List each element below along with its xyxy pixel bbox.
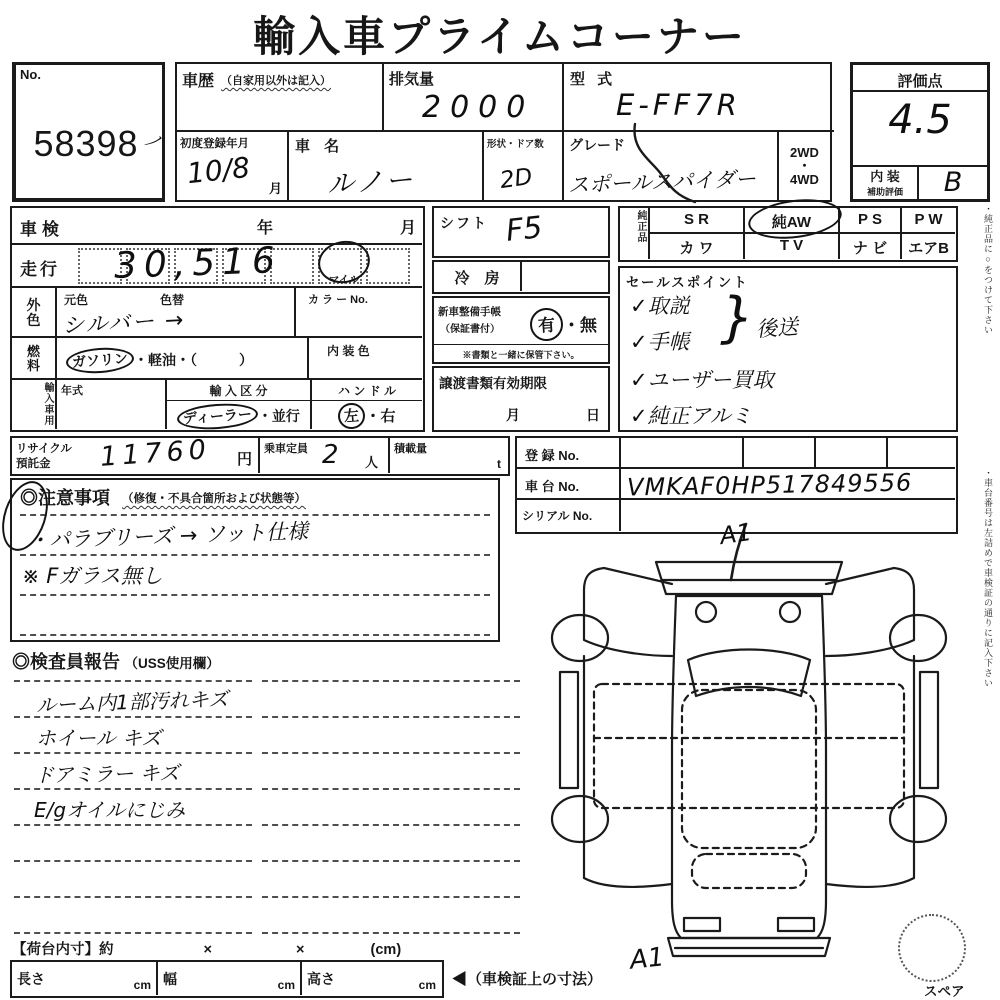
recycle-cell [12, 434, 260, 473]
height-label: 高さ [307, 971, 335, 987]
recycle-row [10, 436, 510, 476]
color-label-top: 外 [26, 297, 41, 314]
shift-value: F5 [504, 210, 545, 249]
width-label: 幅 [163, 971, 177, 987]
mileage-value: 30,516 [113, 240, 283, 287]
import-division-selected: ディーラー [176, 401, 258, 432]
length-label: 長さ [17, 971, 45, 987]
color-row [12, 288, 422, 338]
recycle-label-1: リサイクル [16, 443, 72, 455]
grade-value: スポールスパイダー [567, 166, 757, 198]
genuine-tv: T V [745, 234, 840, 259]
sales-item-3: ✓ユーザー買取 [630, 368, 774, 392]
service-book-caution: ※書類と一緒に保管下さい。 [434, 344, 608, 362]
color-value: シルバー → [61, 307, 187, 340]
interior-grade: B [943, 167, 963, 198]
capacity-cell [260, 438, 390, 473]
first-reg-cell [177, 132, 289, 200]
rating-box [850, 62, 990, 202]
handle-options [312, 403, 422, 429]
lot-number-label: No. [20, 67, 41, 82]
payload-unit: t [497, 457, 501, 471]
report-label: ◎検査員報告 [12, 652, 120, 672]
drive-2wd: 2WD [790, 144, 819, 160]
aircon-label: 冷 房 [434, 262, 522, 291]
caution-line-2: ※ Fガラス無し [22, 564, 163, 588]
cautions-box [10, 478, 500, 642]
genuine-parts-grid [618, 206, 958, 262]
sales-item-4: ✓純正アルミ [630, 404, 752, 428]
rating-score: 4.5 [888, 97, 952, 143]
orig-color-label: 元色 [64, 293, 89, 307]
report-header [12, 648, 220, 674]
displacement-value: 2000 [422, 90, 535, 125]
interior-label-cell [853, 167, 919, 201]
car-name-value: ルノー [326, 164, 417, 201]
grade-label: グレード [569, 137, 625, 153]
interior-color-cell [307, 338, 422, 380]
genuine-sr: S R [650, 208, 745, 234]
shift-box [432, 206, 610, 258]
sales-item-1: ✓取説 [630, 294, 690, 318]
color-no-cell [294, 288, 422, 338]
chassis-no-value: VMKAF0HP517849556 [626, 468, 913, 502]
report-line-4: E/gオイルにじみ [34, 798, 186, 822]
recycle-label-2: 預託金 [16, 458, 51, 470]
interior-sub-label: 補助評価 [866, 186, 903, 197]
sales-points-box [618, 266, 958, 432]
import-label: 輸入車用 [12, 380, 57, 429]
reg-no-label: 登 録 No. [517, 438, 621, 469]
dimensions-note: ◀（車検証上の寸法） [452, 971, 603, 988]
service-book-selected: 有 [529, 307, 564, 342]
service-book-note: （保証書付） [440, 324, 500, 335]
page-title: 輸入車プライムコーナー [253, 13, 747, 60]
shaken-label: 車検 [20, 220, 64, 239]
handle-label: ハ ン ド ル [312, 380, 422, 401]
shape-doors-cell [484, 132, 564, 200]
report-line-2: ホイール キズ [36, 726, 162, 750]
caution-line-1: ・パラブリーズ → ソット仕様 [27, 519, 309, 553]
model-code-label: 型 式 [570, 71, 617, 88]
bed-dims-label: 【荷台内寸】約 [12, 942, 114, 958]
sales-item-2: ✓手帳 [630, 330, 690, 354]
hand-stroke [617, 120, 727, 216]
length-cell [12, 962, 158, 995]
aircon-box [432, 260, 610, 294]
cautions-label: ◎注意事項 [20, 488, 110, 508]
capacity-label: 乗車定員 [264, 443, 308, 455]
report-line-3: ドアミラー キズ [33, 760, 180, 788]
dimensions-table [10, 960, 444, 998]
recycle-value: 11760 [99, 434, 212, 473]
width-unit: cm [277, 978, 295, 992]
height-unit: cm [418, 978, 436, 992]
diagram-mark-top: A1 [718, 517, 754, 551]
genuine-kawa: カ ワ [650, 234, 745, 259]
fuel-label-bottom: 料 [26, 358, 40, 373]
mileage-label: 走行 [20, 260, 60, 279]
sales-points-label: セールスポイント [626, 275, 749, 290]
interior-color-label: 内 装 色 [327, 344, 370, 358]
history-label: 車歴 [182, 73, 215, 90]
first-reg-label: 初度登録年月 [180, 138, 249, 150]
service-book-main [434, 298, 608, 344]
serial-no-label: シリアル No. [517, 500, 621, 531]
transfer-month: 月 [506, 407, 520, 423]
chassis-no-row [517, 469, 955, 500]
payload-cell [390, 438, 507, 473]
drive-cell [779, 132, 830, 200]
import-division-label: 輸 入 区 分 [167, 380, 310, 401]
service-book-rest: ・無 [563, 316, 597, 335]
import-division-cell [167, 380, 312, 429]
cautions-note: （修復・不具合箇所および状態等） [122, 493, 306, 505]
color-no-label: カ ラ ー No. [308, 294, 368, 306]
reg-no-divider [742, 438, 744, 469]
report-note: （USS使用欄） [124, 656, 220, 671]
interior-label: 内 装 [870, 169, 900, 184]
shape-doors-label: 形状・ドア数 [487, 139, 544, 150]
shape-doors-value: 2D [498, 163, 534, 195]
interior-rating-row [853, 165, 987, 199]
spare-tire-circle [898, 914, 966, 982]
handle-cell [312, 380, 422, 429]
digit-box [366, 248, 410, 284]
color-change-label: 色替 [160, 293, 185, 307]
diagram-mark-bottom: A1 [628, 942, 666, 976]
import-division-options [167, 404, 310, 429]
genuine-pw: P W [902, 208, 955, 234]
genuine-label: 純正品 [620, 208, 650, 259]
genuine-ps: P S [840, 208, 902, 234]
left-table [10, 206, 425, 432]
import-year-cell [57, 380, 167, 429]
import-division-rest: ・並行 [257, 408, 300, 424]
header-table [175, 62, 832, 202]
fuel-row [12, 338, 422, 380]
capacity-unit: 人 [364, 455, 378, 470]
history-note: （自家用以外は記入） [221, 75, 331, 87]
drive-dot: ・ [797, 158, 811, 174]
fuel-selected: ガソリン [65, 346, 135, 376]
recycle-unit: 円 [236, 451, 252, 468]
car-diagram-svg [538, 517, 962, 964]
bed-dims-x2: × [296, 942, 305, 958]
genuine-airbag: エアB [908, 240, 949, 257]
shift-label: シフト [440, 215, 488, 231]
lot-number-tick: ノ [140, 128, 165, 155]
fuel-label-cell [12, 338, 57, 380]
bed-dims-x1: × [203, 942, 212, 958]
import-row [12, 380, 422, 429]
shaken-month: 月 [400, 220, 417, 237]
height-cell [302, 962, 441, 995]
displacement-label: 排気量 [389, 71, 435, 88]
genuine-navi: ナ ビ [840, 234, 902, 259]
service-book-box [432, 296, 610, 364]
side-note-1: ・純正品に○をつけて下さい [983, 204, 993, 335]
handle-rest: ・右 [365, 408, 396, 425]
transfer-label: 譲渡書類有効期限 [439, 376, 547, 391]
width-cell [158, 962, 302, 995]
mileage-row [12, 240, 422, 288]
transfer-docs-box [432, 366, 610, 432]
service-book-label: 新車整備手帳 [438, 306, 501, 318]
rating-label: 評価点 [853, 65, 987, 92]
side-note-2: ・車台番号は左詰めで車検証の通りに記入下さい [983, 468, 993, 688]
car-diagram [538, 517, 962, 976]
sales-brace-note: 後送 [755, 314, 799, 342]
spare-tire-label: スペア [924, 984, 965, 999]
lot-number-box [12, 62, 165, 202]
color-label-cell [12, 288, 57, 338]
model-code-value: E-FF7R [616, 88, 741, 122]
fuel-label-top: 燃 [26, 344, 40, 360]
bed-dims-line [12, 938, 401, 959]
reg-no-divider [886, 438, 888, 469]
payload-label: 積載量 [394, 443, 427, 455]
handle-selected: 左 [338, 402, 367, 430]
first-reg-value: 10/8 [185, 150, 252, 191]
service-book-options [530, 308, 597, 341]
fuel-options [66, 348, 253, 373]
drive-4wd: 4WD [790, 171, 819, 187]
shaken-year: 年 [257, 220, 274, 237]
car-name-label: 車 名 [295, 138, 345, 155]
color-label-bottom: 色 [26, 312, 41, 328]
car-name-cell [289, 132, 484, 200]
bed-dims-unit: (cm) [370, 942, 402, 958]
reg-no-divider [814, 438, 816, 469]
transfer-day: 日 [586, 407, 600, 423]
history-cell [177, 64, 384, 132]
first-reg-suffix: 月 [268, 181, 282, 196]
length-unit: cm [133, 978, 151, 992]
import-year-label: 年式 [61, 385, 83, 397]
capacity-value: 2 [322, 440, 339, 470]
chassis-no-label: 車 台 No. [517, 469, 621, 500]
fuel-rest: ・軽油・（ ） [134, 352, 253, 368]
mileage-unit: マイル [329, 275, 359, 286]
genuine-aw: 純AW [745, 208, 840, 234]
shaken-row [12, 208, 422, 245]
displacement-cell [384, 64, 564, 132]
report-line-1: ルーム内1部汚れキズ [35, 686, 229, 718]
lot-number-value: 58398 [33, 123, 139, 164]
sales-brace: } [720, 286, 755, 349]
reg-no-row [517, 438, 955, 469]
